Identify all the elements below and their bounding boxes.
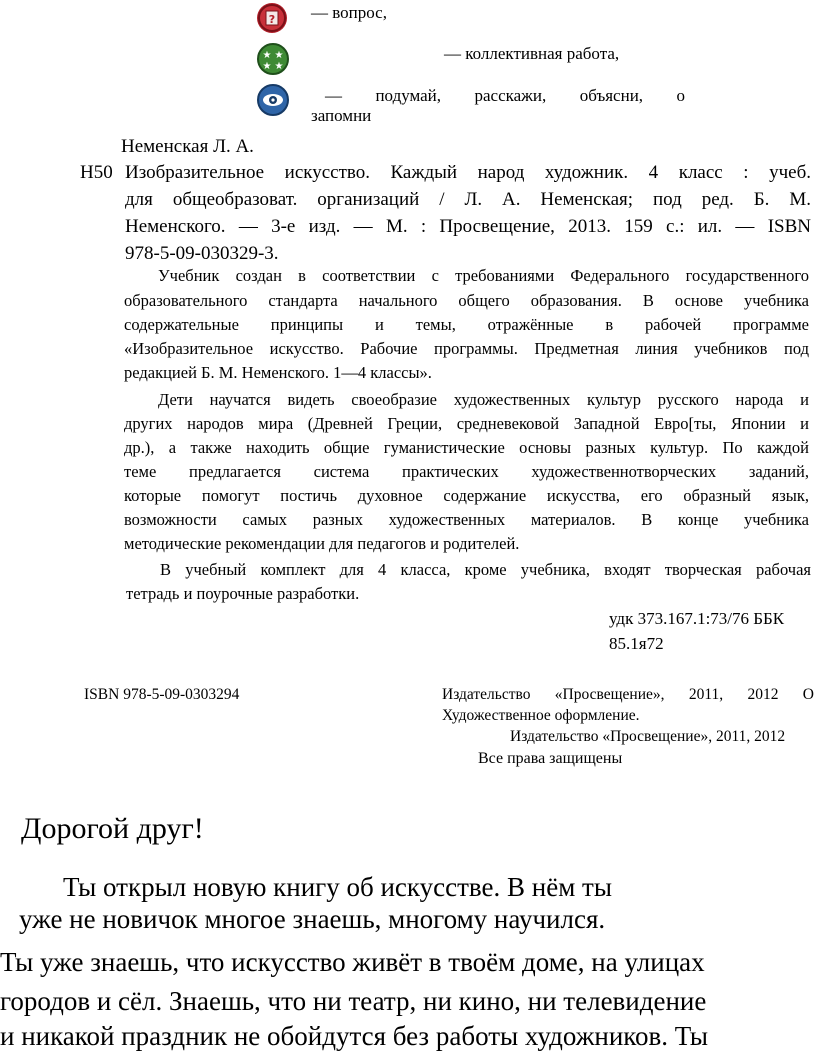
biblio-author: Неменская Л. А. [121, 136, 254, 157]
biblio-line: Изобразительное искусство. Каждый народ художник. 4 класс : учеб. [125, 162, 811, 183]
isbn-line: ISBN 978-5-09-0303294 [84, 686, 240, 703]
legend-group-text: — коллективная работа, [444, 44, 620, 63]
annotation-line: возможности самых разных художественных материалов. В конце учебника [124, 510, 809, 529]
annotation-line: редакцией Б. М. Неменского. 1—4 классы». [124, 363, 432, 382]
eye-icon [257, 84, 289, 116]
bbk-line: 85.1я72 [609, 634, 664, 653]
annotation-line: «Изобразительное искусство. Рабочие программы. Предметная линия учебников под [124, 339, 809, 358]
annotation-line: В учебный комплект для 4 класса, кроме учебника, входят творческая рабочая [160, 560, 811, 579]
svg-text:★: ★ [262, 61, 272, 72]
legend-eye-text-2: запомни [311, 106, 372, 125]
letter-line: уже не новичок многое знаешь, многому научился. [19, 904, 606, 934]
letter-line: и никакой праздник не обойдутся без работы художников. Ты [0, 1021, 709, 1051]
biblio-line: для общеобразоват. организаций / Л. А. Неменская; под ред. Б. М. [125, 189, 811, 210]
annotation-line: которые помогут постичь духовное содержание искусства, его образный язык, [124, 486, 809, 505]
biblio-line: 978-5-09-030329-3. [125, 243, 279, 264]
annotation-line: содержательные принципы и темы, отражённые в рабочей программе [124, 315, 809, 334]
svg-text:★: ★ [262, 50, 272, 61]
publisher-line: Издательство «Просвещение», 2011, 2012 О [442, 686, 814, 703]
annotation-line: Учебник создан в соответствии с требованиями Федерального государственного [158, 266, 809, 285]
letter-line: городов и сёл. Знаешь, что ни театр, ни кино, ни телевидение [0, 986, 707, 1016]
publisher-line: Художественное оформление. [442, 707, 640, 724]
annotation-line: тетрадь и поурочные разработки. [126, 584, 360, 603]
annotation-line: других народов мира (Древней Греции, средневековой Западной Евро[ты, Японии и [124, 414, 809, 433]
publisher-line: Издательство «Просвещение», 2011, 2012 [510, 728, 786, 745]
annotation-line: др.), а также находить общие гуманистические основы разных культур. По каждой [124, 438, 809, 457]
group-stars-icon [257, 43, 289, 75]
annotation-line: теме предлагается система практических художественнотворческих заданий, [124, 462, 809, 481]
svg-text:?: ? [268, 13, 276, 26]
rights-line: Все права защищены [478, 750, 623, 767]
legend-eye-text: — подумай, расскажи, объясни, о [325, 86, 685, 105]
letter-line: Ты уже знаешь, что искусство живёт в твоём доме, на улицах [0, 947, 705, 977]
annotation-line: образовательного стандарта начального общего образования. В основе учебника [124, 291, 809, 310]
greeting-heading: Дорогой друг! [21, 812, 204, 845]
legend-question-text: — вопрос, [311, 3, 387, 22]
svg-text:★: ★ [274, 61, 284, 72]
annotation-line: Дети научатся видеть своеобразие художественных культур русского народа и [158, 390, 809, 409]
svg-text:★: ★ [274, 50, 284, 61]
udk-line: удк 373.167.1:73/76 ББК [609, 609, 785, 628]
letter-line: Ты открыл новую книгу об искусстве. В нём ты [63, 872, 612, 902]
biblio-code: Н50 [80, 162, 113, 183]
biblio-line: Неменского. — 3-е изд. — М. : Просвещение, 2013. 159 с.: ил. — ISBN [125, 216, 811, 237]
question-book-icon [257, 3, 287, 33]
annotation-line: методические рекомендации для педагогов и родителей. [124, 534, 520, 553]
